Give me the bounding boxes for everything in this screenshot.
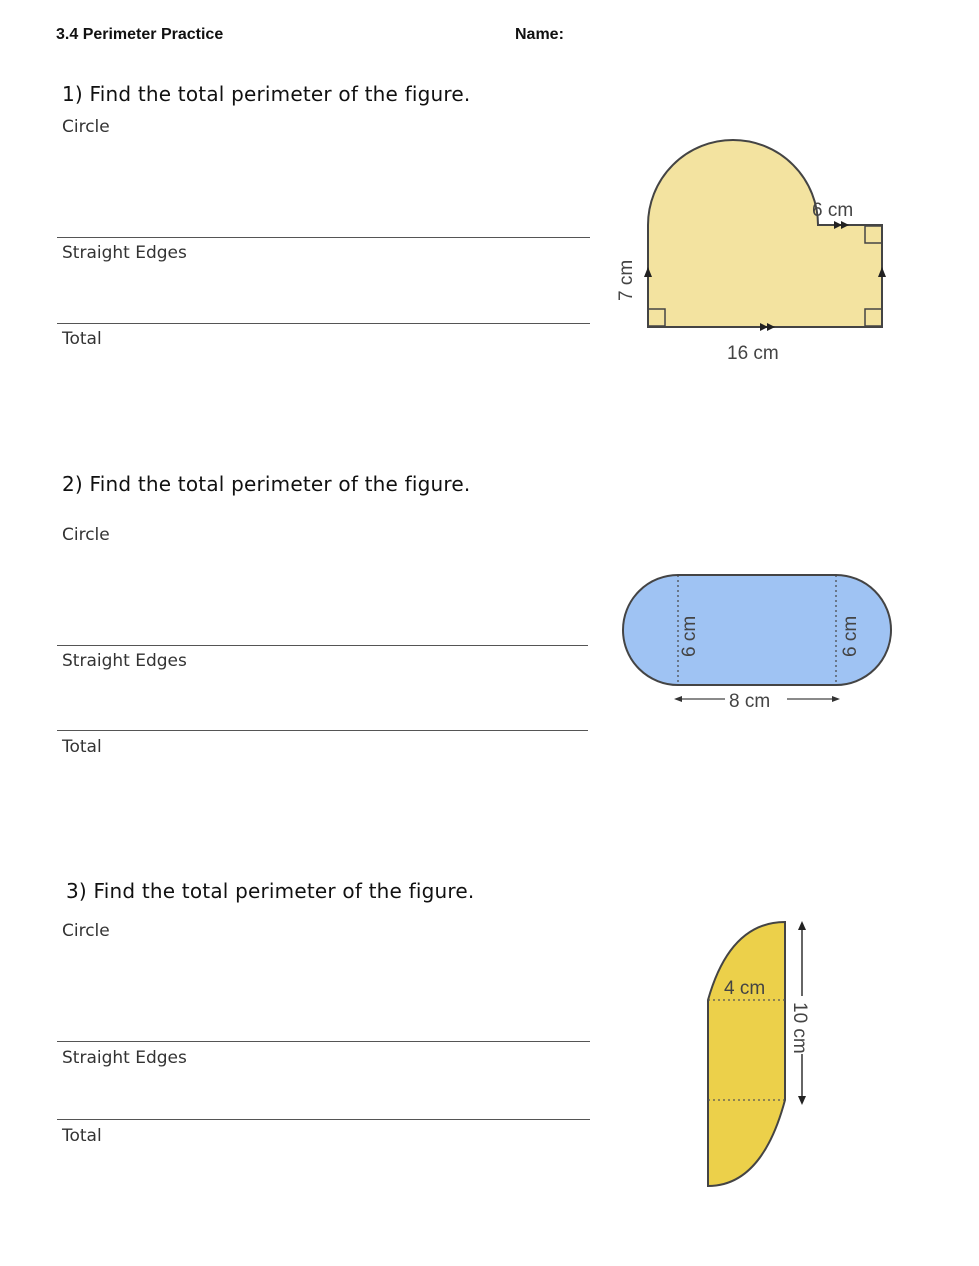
question-3-straight-label: Straight Edges <box>62 1048 187 1068</box>
question-1-straight-label: Straight Edges <box>62 243 187 263</box>
question-3-circle-label: Circle <box>62 921 110 941</box>
question-2-figure <box>600 560 900 720</box>
question-2-circle-answer-line[interactable] <box>57 645 588 646</box>
question-2-straight-answer-line[interactable] <box>57 730 588 731</box>
question-2-circle-label: Circle <box>62 525 110 545</box>
question-1-straight-answer-line[interactable] <box>57 323 590 324</box>
name-label: Name: <box>515 26 564 43</box>
worksheet-title: 3.4 Perimeter Practice <box>56 26 224 43</box>
question-3-straight-answer-line[interactable] <box>57 1119 590 1120</box>
figure-2-bottom-label: 8 cm <box>729 691 771 712</box>
question-3-figure <box>690 910 830 1200</box>
question-1-total-label: Total <box>62 329 102 349</box>
figure-1-side-label: 7 cm <box>616 259 637 301</box>
figure-1-shape <box>648 140 882 327</box>
figure-2-left-label: 6 cm <box>679 615 700 657</box>
figure-1-bottom-label: 16 cm <box>727 343 779 364</box>
question-3-total-label: Total <box>62 1126 102 1146</box>
question-2-prompt: 2) Find the total perimeter of the figure. <box>62 472 471 496</box>
figure-2-right-label: 6 cm <box>840 615 861 657</box>
question-1-circle-answer-line[interactable] <box>57 237 590 238</box>
figure-1-top-label: 6 cm <box>812 200 854 221</box>
figure-3-shape <box>708 922 785 1186</box>
question-3-prompt: 3) Find the total perimeter of the figure. <box>66 879 475 903</box>
figure-3-inner-label: 4 cm <box>724 978 766 999</box>
figure-3-side-label: 10 cm <box>789 1002 810 1054</box>
question-1-figure <box>600 140 900 380</box>
question-2-straight-label: Straight Edges <box>62 651 187 671</box>
question-1-circle-label: Circle <box>62 117 110 137</box>
question-3-circle-answer-line[interactable] <box>57 1041 590 1042</box>
question-2-total-label: Total <box>62 737 102 757</box>
question-1-prompt: 1) Find the total perimeter of the figure. <box>62 82 471 106</box>
